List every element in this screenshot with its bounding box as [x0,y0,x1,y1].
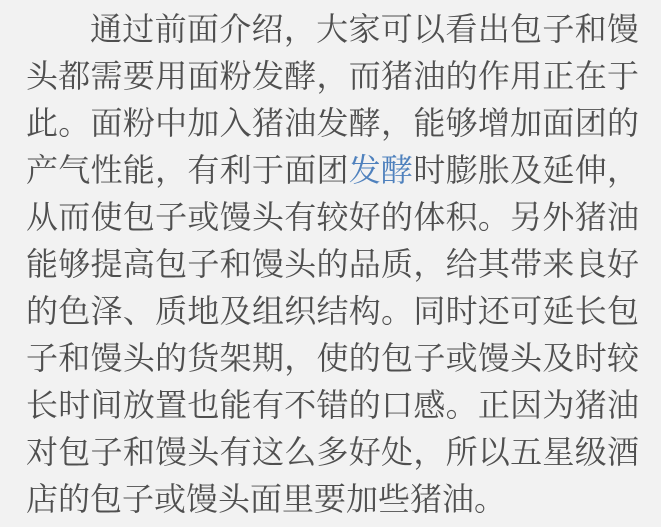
paragraph-text-before-link: 通过前面介绍，大家可以看出包子和馒头都需要用面粉发酵，而猪油的作用正在于此。面粉中加入猪油发酵，能够增加面团的产气性能，有利于面团 [26,11,639,188]
paragraph-text-after-link: 时膨胀及延伸，从而使包子或馒头有较好的体积。另外猪油能够提高包子和馒头的品质，给其带来良好的色泽、质地及组织结构。同时还可延长包子和馒头的货架期，使的包子或馒头及时较长时间放置也能有不错的口感。正因为猪油对包子和馒头有这么多好处，所以五星级酒店的包子或馒头面里要加些猪油。 [26,152,639,517]
fermentation-link[interactable]: 发酵 [348,152,414,188]
paragraph [26,6,639,523]
